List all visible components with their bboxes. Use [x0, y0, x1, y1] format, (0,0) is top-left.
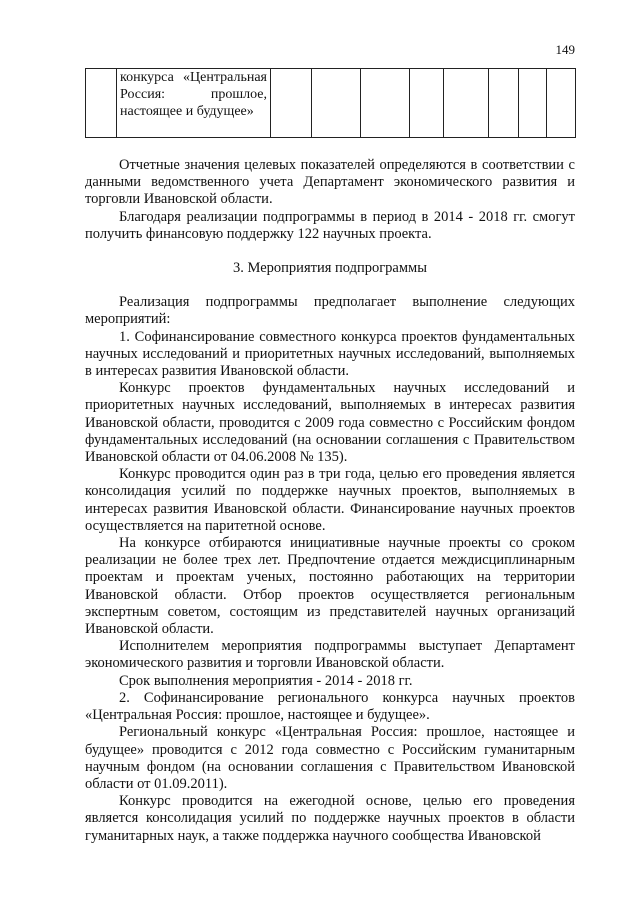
table-cell	[519, 69, 547, 138]
paragraph-measure-1: 1. Софинансирование совместного конкурса проектов фундаментальных научных исследований и приоритетных научных исследований, выполняемых в интересах развития Ивановской области.	[85, 328, 575, 380]
paragraph-measure-2: 2. Софинансирование регионального конкурса научных проектов «Центральная Россия: прошлое, настоящее и будущее».	[85, 689, 575, 724]
table-cell-text: конкурса «Центральная Россия: прошлое, настоящее и будущее»	[120, 70, 267, 119]
paragraph-contest-frequency: Конкурс проводится один раз в три года, целью его проведения является консолидация усилий по поддержке научных проектов, выполняемых в интересах развития Ивановской области. Финансирование научных проектов осуществляется на паритетной основе.	[85, 466, 575, 534]
paragraph-intro: Реализация подпрограммы предполагает выполнение следующих мероприятий:	[85, 294, 575, 328]
paragraph-deadline: Срок выполнения мероприятия - 2014 - 2018 гг.	[119, 672, 413, 689]
table-cell-name	[117, 69, 271, 138]
paragraph-project-selection: На конкурсе отбираются инициативные научные проекты со сроком реализации не более трех лет. Предпочтение отдается междисциплинарным проектам и проектам ученых, постоянно работающих на территории Ивановской области. Отбор проектов осуществляется региональным экспертным советом, состоящим из представителей научных организаций Ивановской области.	[85, 535, 575, 638]
table-cell	[410, 69, 444, 138]
paragraph-target-values: Отчетные значения целевых показателей определяются в соответствии с данными ведомственного учета Департамент экономического развития и торговли Ивановской области.	[85, 157, 575, 208]
table-cell	[361, 69, 410, 138]
paragraph-annual-contest: Конкурс проводится на ежегодной основе, целью его проведения является консолидация усилий по поддержке научных проектов в области гуманитарных наук, а также поддержка научного сообщества Ивановской	[85, 793, 575, 844]
table-cell	[547, 69, 576, 138]
table-cell	[271, 69, 312, 138]
table-cell-number	[86, 69, 117, 138]
table-row	[86, 69, 576, 138]
paragraph-regional-contest: Региональный конкурс «Центральная Россия: прошлое, настоящее и будущее» проводится с 2012 года совместно с Российским гуманитарным научным фондом (на основании соглашения с Правительством Ивановской области от 01.09.2011).	[85, 724, 575, 792]
table-cell	[444, 69, 489, 138]
paragraph-contest-description: Конкурс проектов фундаментальных научных исследований и приоритетных научных исследований, выполняемых в интересах развития Ивановской области, проводится с 2009 года совместно с Российским фондом фундаментальных исследований (на основании соглашения с Правительством Ивановской области от 04.06.2008 № 135).	[85, 380, 575, 466]
paragraph-executor: Исполнителем мероприятия подпрограммы выступает Департамент экономического развития и торговли Ивановской области.	[85, 638, 575, 672]
continuation-table	[85, 68, 576, 138]
page-number: 149	[555, 42, 575, 57]
document-body	[85, 157, 575, 845]
paragraph-financial-support: Благодаря реализации подпрограммы в период в 2014 - 2018 гг. смогут получить финансовую поддержку 122 научных проекта.	[85, 208, 575, 242]
table-cell	[489, 69, 519, 138]
table-cell	[312, 69, 361, 138]
section-heading: 3. Мероприятия подпрограммы	[233, 260, 427, 277]
